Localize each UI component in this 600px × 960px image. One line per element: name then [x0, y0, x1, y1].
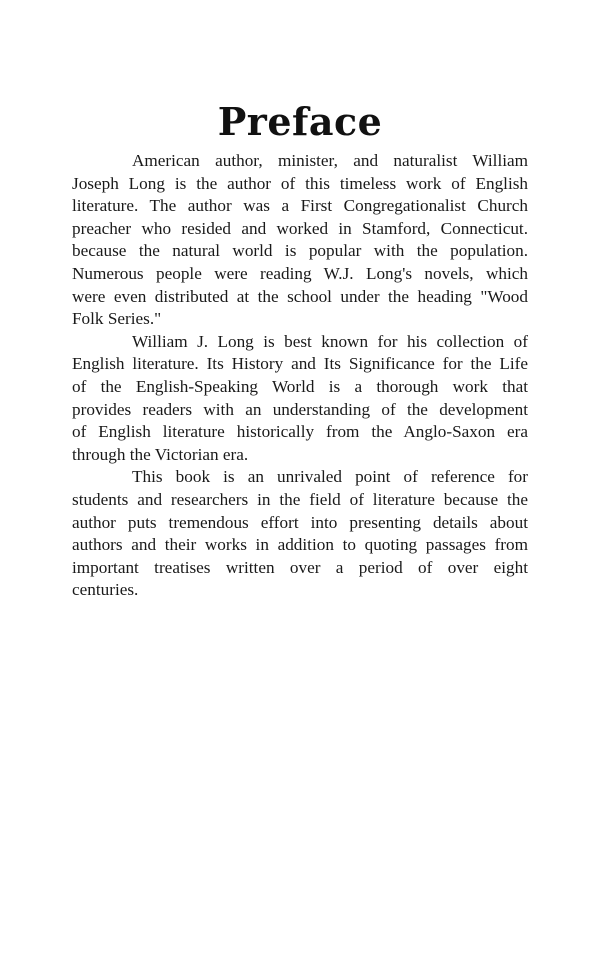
paragraph-3: [72, 466, 528, 602]
page-title: Preface: [217, 99, 383, 145]
paragraph-line: centuries.: [72, 580, 139, 600]
paragraph-1: [72, 150, 528, 331]
paragraph-line: Folk Series.": [72, 309, 162, 329]
paragraph-line: because the natural world is popular with the population.: [72, 241, 528, 261]
paragraph-line: important treatises written over a period of over eight: [72, 557, 528, 577]
preface-body: [72, 150, 528, 602]
paragraph-line: Numerous people were reading W.J. Long's novels, which: [72, 263, 528, 283]
paragraph-line: William J. Long is best known for his collection of: [132, 331, 528, 351]
paragraph-line: authors and their works in addition to quoting passages from: [72, 535, 528, 555]
paragraph-2: [72, 331, 528, 467]
paragraph-line: This book is an unrivaled point of reference for: [132, 467, 528, 487]
paragraph-line: American author, minister, and naturalist William: [132, 151, 528, 170]
paragraph-line: were even distributed at the school under the heading "Wood: [72, 286, 528, 306]
paragraph-line: author puts tremendous effort into presenting details about: [72, 512, 528, 532]
paragraph-line: of English literature historically from the Anglo-Saxon era: [72, 422, 528, 442]
paragraph-line: students and researchers in the field of literature because the: [72, 489, 528, 509]
paragraph-line: English literature. Its History and Its Significance for the Life: [72, 354, 528, 374]
paragraph-line: preacher who resided and worked in Stamford, Connecticut.: [72, 218, 528, 238]
paragraph-line: Joseph Long is the author of this timeless work of English: [72, 173, 528, 193]
paragraph-line: provides readers with an understanding of the development: [72, 399, 528, 419]
paragraph-line: literature. The author was a First Congregationalist Church: [72, 196, 528, 216]
paragraph-line: of the English-Speaking World is a thorough work that: [72, 376, 528, 396]
paragraph-line: through the Victorian era.: [72, 444, 249, 464]
